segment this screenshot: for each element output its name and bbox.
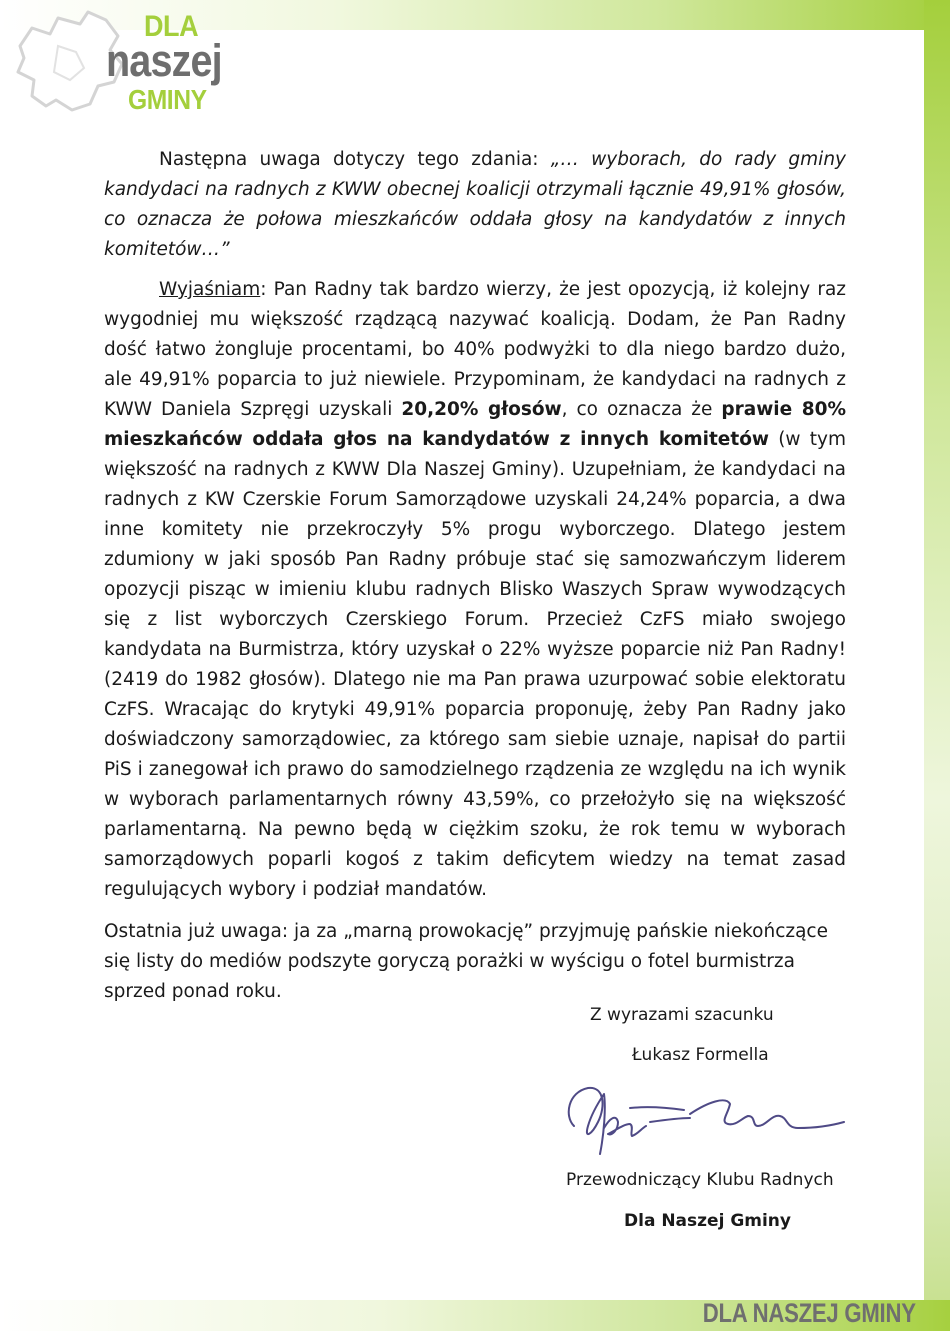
signatory-club: Dla Naszej Gminy: [624, 1211, 791, 1231]
paragraph-1: [104, 145, 846, 265]
bold-statement: prawie 80% mieszkańców oddała głos na kandydatów z innych komitetów: [104, 399, 847, 450]
explanation-label: Wyjaśniam: [159, 279, 261, 300]
paragraph-3: Ostatnia już uwaga: ja za „marną prowokację” przyjmuję pańskie niekończące się listy do mediów podszyte goryczą porażki w wyścigu o fotel burmistrza sprzed ponad roku.: [104, 921, 828, 1002]
logo-text-gminy: GMINY: [128, 84, 207, 115]
paragraph-2-text-2: , co oznacza że: [561, 399, 722, 420]
party-logo: [10, 6, 240, 118]
bold-percentage: 20,20% głosów: [401, 399, 562, 420]
signatory-title: Przewodniczący Klubu Radnych: [566, 1170, 834, 1190]
letter-body: [104, 145, 846, 1007]
footer-decorative-band: [0, 1300, 950, 1331]
paragraph-2: [104, 275, 846, 905]
paragraph-1-lead: Następna uwaga dotyczy tego zdania:: [159, 149, 551, 170]
footer-logo-text: DLA NASZEJ GMINY: [703, 1298, 916, 1328]
paragraph-2-text-3: (w tym większość na radnych z KWW Dla Naszej Gminy). Uzupełniam, że kandydaci na radnych z KW Czerskie Forum Samorządowe uzyskali 24,24% poparcia, a dwa inne komitety nie przekroczyły 5% progu wyborczego. Dlatego jestem zdumiony w jaki sposób Pan Radny próbuje stać się samozwańczym liderem opozycji pisząc w imieniu klubu radnych Blisko Waszych Spraw wywodzących się z list wyborczych Czerskiego Forum. Przecież CzFS miało swojego kandydata na Burmistrza, który uzyskał o 22% wyższe poparcie niż Pan Radny! (2419 do 1982 głosów). Dlatego nie ma Pan prawa uzurpować sobie elektoratu CzFS. Wracając do krytyki 49,91% poparcia proponuję, żeby Pan Radny jako doświadczony samorządowiec, za którego sam siebie uznaje, napisał do partii PiS i zanegował ich prawo do samodzielnego rządzenia ze względu na ich wynik w wyborach parlamentarnych równy 43,59%, co przełożyło się na większość parlamentarną. Na pewno będą w ciężkim szoku, że rok temu w wyborach samorządowych poparli kogoś z takim deficytem wiedzy na temat zasad regulujących wybory i podział mandatów.: [104, 429, 846, 900]
handwritten-signature: [560, 1078, 860, 1168]
quoted-sentence: „… wyborach, do rady gminy kandydaci na radnych z KWW obecnej koalicji otrzymali łącznie 49,91% głosów, co oznacza że połowa mieszkańców oddała głosy na kandydatów z innych komitetów…”: [104, 149, 846, 260]
logo-text-dla: DLA: [144, 10, 199, 43]
paragraph-2-text-1: : Pan Radny tak bardzo wierzy, że jest opozycją, iż kolejny raz wygodniej mu większość rządzącą nazywać koalicją. Dodam, że Pan Radny dość łatwo żongluje procentami, bo 40% podwyżki to dla niego bardzo dużo, ale 49,91% poparcia to już niewiele. Przypominam, że kandydaci na radnych z KWW Daniela Szpręgi uzyskali: [104, 279, 846, 420]
closing-salutation: Z wyrazami szacunku: [590, 1005, 774, 1025]
signatory-name: Łukasz Formella: [632, 1045, 769, 1065]
right-decorative-band: [924, 0, 950, 1331]
logo-text-naszej: naszej: [106, 35, 222, 86]
